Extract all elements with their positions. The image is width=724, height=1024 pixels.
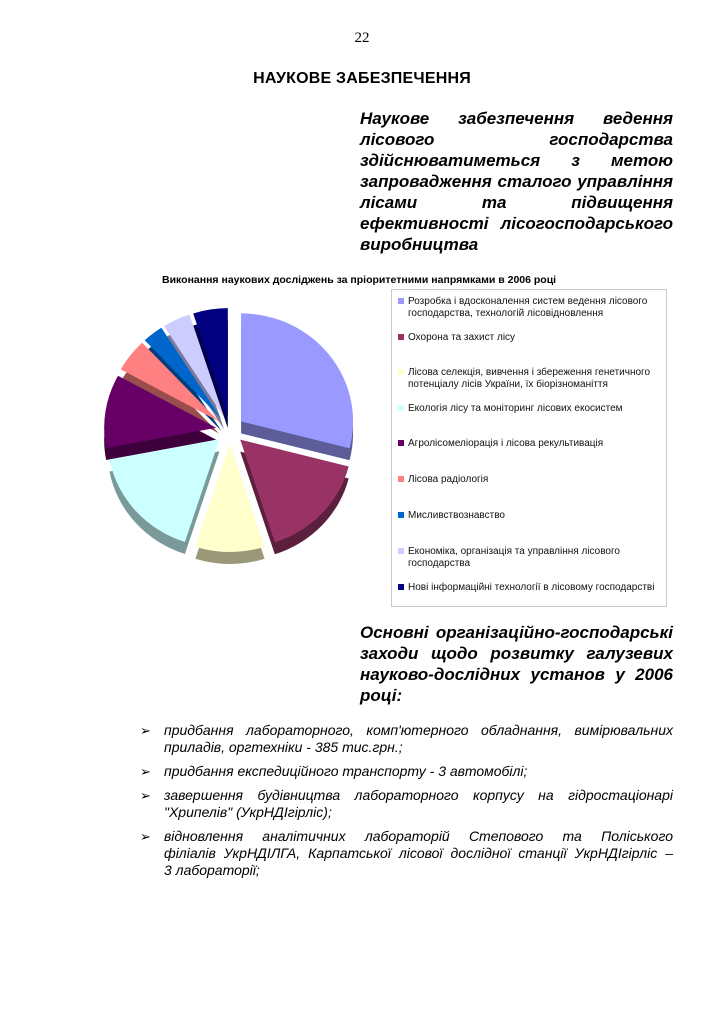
list-item-line: філіалів УкрНДІЛГА, Карпатської лісової дослідної станції УкрНДІгірліс – <box>164 845 673 861</box>
section-title: НАУКОВЕ ЗАБЕЗПЕЧЕННЯ <box>253 70 471 87</box>
list-item-line: 3 лабораторії; <box>164 862 260 878</box>
measures-heading-line: році: <box>360 686 403 705</box>
intro-line: запровадження сталого управління <box>360 172 673 191</box>
legend-label: Економіка, організація та управління лісового господарства <box>408 546 620 569</box>
legend-label: Нові інформаційні технології в лісовому господарстві <box>408 582 655 593</box>
intro-line: Наукове забезпечення ведення <box>360 109 673 128</box>
legend-entry-agroforestry <box>398 438 664 450</box>
legend-entry-economics <box>398 546 664 570</box>
list-item-line: придбання експедиційного транспорту - 3 автомобілі; <box>164 763 528 779</box>
legend-entry-hunting <box>398 510 664 522</box>
chart-legend <box>391 289 667 607</box>
legend-swatch <box>398 334 404 340</box>
chart-title: Виконання наукових досліджень за пріоритетними напрямками в 2006 році <box>162 274 557 286</box>
arrow-bullet-icon: ➢ <box>140 764 151 779</box>
measures-heading-line: Основні організаційно-господарські <box>360 623 673 642</box>
legend-entry-forest-ecology <box>398 403 664 415</box>
legend-swatch <box>398 548 404 554</box>
intro-line: лісами та підвищення <box>360 193 673 212</box>
list-item <box>140 722 673 756</box>
intro-line: лісового господарства <box>360 130 673 149</box>
legend-label: Лісова селекція, вивчення і збереження генетичного потенціалу лісів України, їх біорізноманіття <box>408 367 651 390</box>
list-item-line: відновлення аналітичних лабораторій Степового та Поліського <box>164 828 673 844</box>
list-item <box>140 828 673 879</box>
legend-entry-radiology <box>398 474 664 486</box>
list-item-line: приладів, оргтехніки - 385 тис.грн.; <box>164 739 403 755</box>
list-item-line: завершення будівництва лабораторного корпусу на гідростаціонарі <box>164 787 673 803</box>
legend-swatch <box>398 298 404 304</box>
intro-line: здійснюватиметься з метою <box>360 151 673 170</box>
measures-list <box>140 722 673 886</box>
pie-chart <box>90 300 380 590</box>
page-number: 22 <box>354 30 370 46</box>
list-item-line: придбання лабораторного, комп'ютерного обладнання, вимірювальних <box>164 722 673 738</box>
intro-line: виробництва <box>360 235 479 254</box>
legend-swatch <box>398 369 404 375</box>
legend-entry-it <box>398 582 664 594</box>
list-item <box>140 787 673 821</box>
arrow-bullet-icon: ➢ <box>140 829 151 844</box>
legend-swatch <box>398 512 404 518</box>
legend-swatch <box>398 476 404 482</box>
legend-swatch <box>398 584 404 590</box>
legend-entry-forestry-systems <box>398 296 664 320</box>
legend-label: Охорона та захист лісу <box>408 332 516 343</box>
arrow-bullet-icon: ➢ <box>140 723 151 738</box>
legend-entry-forest-protection <box>398 332 664 344</box>
intro-paragraph <box>360 108 673 255</box>
legend-label: Екологія лісу та моніторинг лісових екосистем <box>408 403 623 414</box>
list-item-line: "Хрипелів" (УкрНДІгірліс); <box>164 804 332 820</box>
legend-label: Мисливствознавство <box>408 510 505 521</box>
measures-heading <box>360 622 673 706</box>
arrow-bullet-icon: ➢ <box>140 788 151 803</box>
measures-heading-line: заходи щодо розвитку галузевих <box>360 644 673 663</box>
legend-swatch <box>398 440 404 446</box>
intro-line: ефективності лісогосподарського <box>360 214 673 233</box>
measures-heading-line: науково-дослідних установ у 2006 <box>360 665 673 684</box>
legend-entry-forest-selection <box>398 367 664 391</box>
legend-label: Розробка і вдосконалення систем ведення лісового господарства, технологій лісовідновлення <box>408 296 648 319</box>
legend-label: Лісова радіологія <box>408 474 489 485</box>
legend-label: Агролісомеліорація і лісова рекультивація <box>408 438 604 449</box>
legend-swatch <box>398 405 404 411</box>
list-item <box>140 763 673 780</box>
